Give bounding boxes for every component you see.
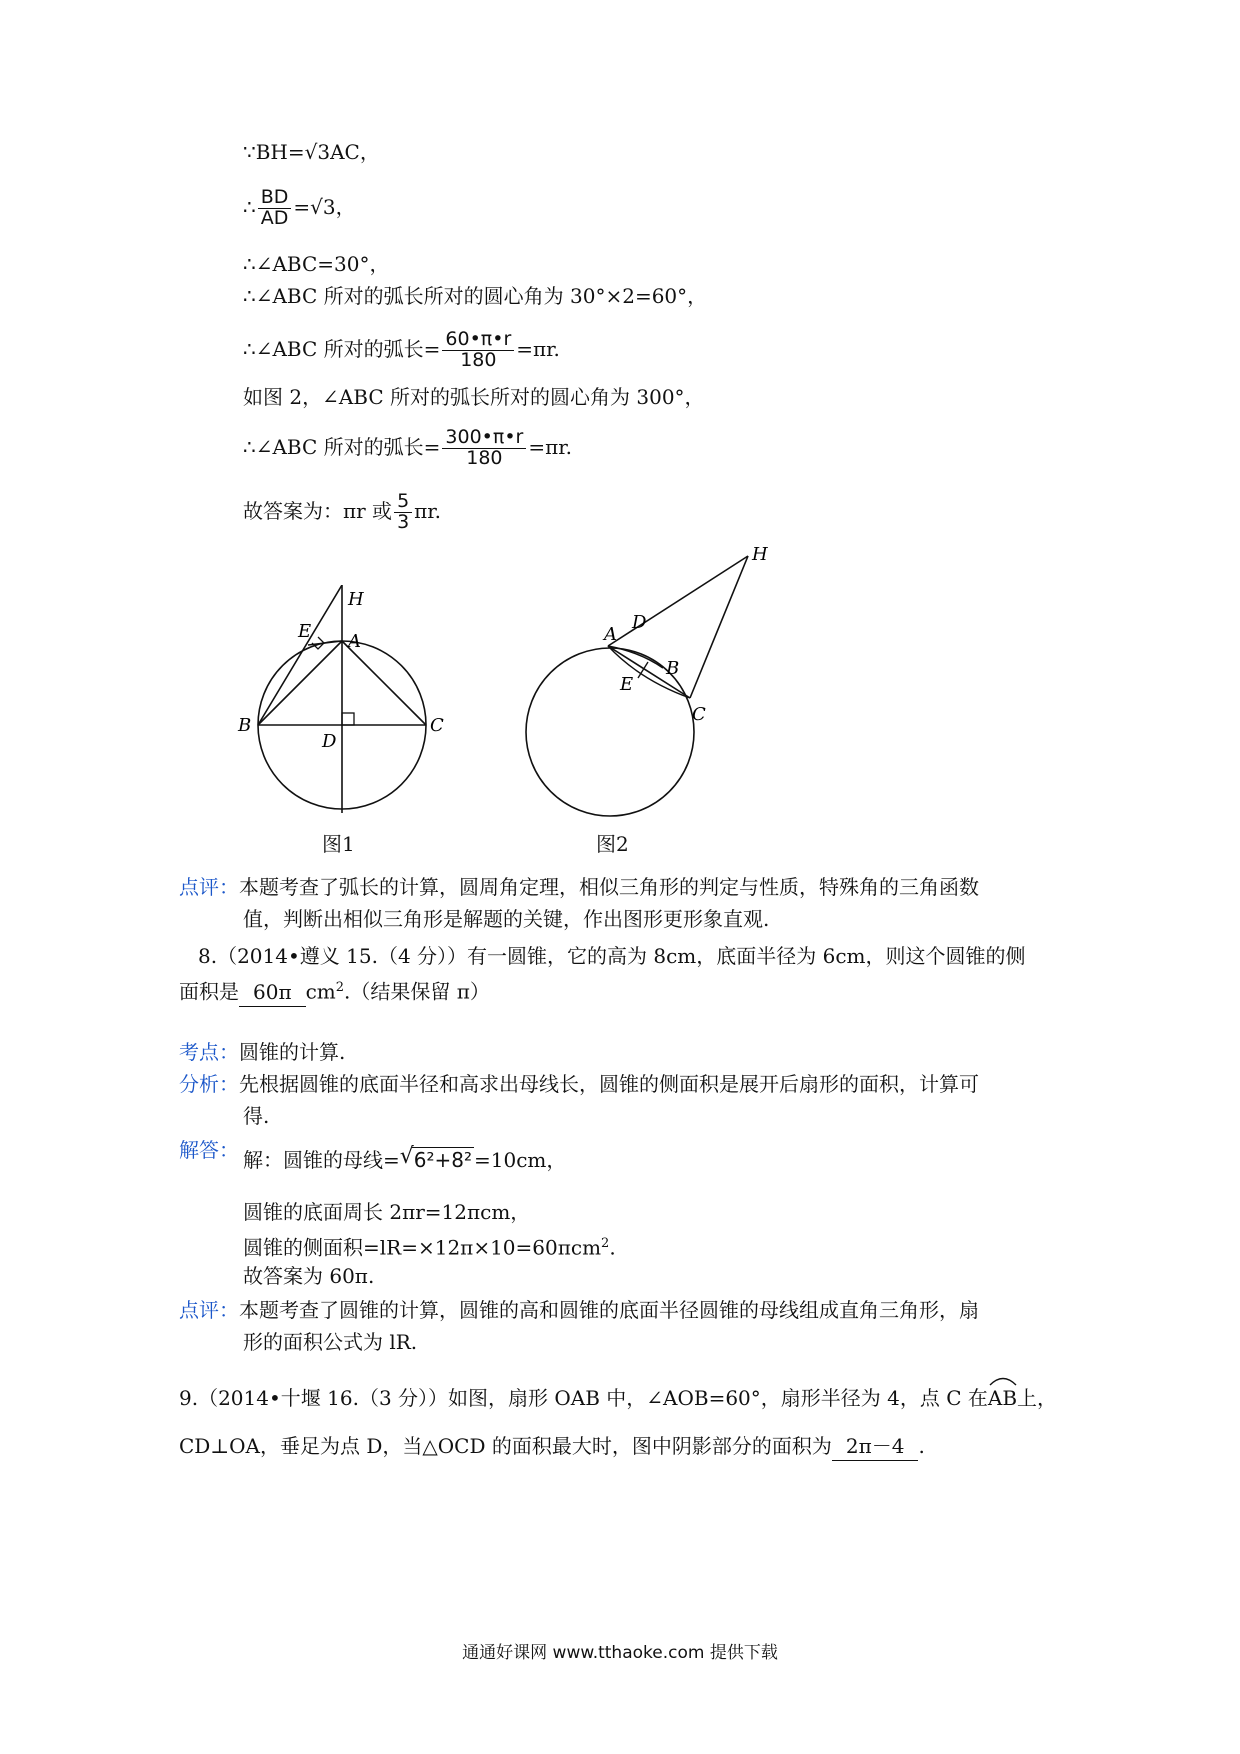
fraction-arc-300: $\frac{300•\pi•r}{180}$: [442, 428, 526, 469]
figure-2-caption: 图2: [596, 832, 629, 856]
solution-line-1: ∵BH=√3AC，: [243, 140, 380, 164]
question-9-line-2: CD⊥OA，垂足为点 D，当△OCD 的面积最大时，图中阴影部分的面积为 2π－4 .: [179, 1432, 925, 1461]
q8-jieda-line-4: 故答案为 60π.: [243, 1264, 375, 1288]
q8-jieda-line-1: 解：圆锥的母线= √ 6²+8² =10cm，: [243, 1144, 567, 1172]
question-8-line-2: 面积是 60π $cm^2$.（结果保留 π）: [179, 974, 490, 1007]
solution-line-6: 如图 2，∠ABC 所对的弧长所对的圆心角为 300°，: [243, 385, 705, 409]
svg-text:D: D: [632, 612, 647, 633]
review-7-line-2: 值，判断出相似三角形是解题的关键，作出图形更形象直观.: [243, 907, 770, 931]
solution-line-8: 故答案为：πr 或 $\frac{5}{3}$ πr.: [243, 490, 442, 533]
svg-text:A: A: [348, 631, 361, 652]
solution-line-7: ∴∠ABC 所对的弧长= $\frac{300•\pi•r}{180}$ =πr.: [243, 426, 572, 469]
svg-text:H: H: [752, 544, 768, 565]
q8-dianping-line-2: 形的面积公式为 lR.: [243, 1330, 418, 1354]
page-footer: 通通好课网 www.tthaoke.com 提供下载: [462, 1643, 778, 1663]
svg-text:E: E: [298, 621, 312, 642]
q8-kaodian: 考点：圆锥的计算.: [179, 1040, 346, 1064]
sqrt-expression: √ 6²+8²: [399, 1144, 473, 1172]
svg-text:A: A: [604, 624, 617, 645]
q8-fenxi-line-1: 分析：先根据圆锥的底面半径和高求出母线长，圆锥的侧面积是展开后扇形的面积，计算可: [179, 1072, 979, 1096]
svg-text:C: C: [692, 704, 706, 725]
svg-text:H: H: [348, 589, 364, 610]
q8-jieda-label: 解答：: [179, 1138, 239, 1162]
q8-jieda-line-3: 圆锥的侧面积=lR=×12π×10=60πcm$^2$.: [243, 1235, 616, 1260]
solution-line-5: ∴∠ABC 所对的弧长= $\frac{60•\pi•r}{180}$ =πr.: [243, 328, 560, 371]
figure-1-caption: 图1: [322, 832, 355, 856]
svg-text:B: B: [238, 715, 252, 736]
fraction-bd-ad: $\frac{BD}{AD}$: [258, 188, 292, 229]
fraction-arc-60: $\frac{60•\pi•r}{180}$: [442, 330, 514, 371]
question-8-answer: 60π: [239, 978, 306, 1007]
svg-text:E: E: [620, 674, 634, 695]
figure-2-diagram: [520, 540, 790, 840]
fraction-five-thirds: $\frac{5}{3}$: [394, 492, 412, 533]
review-label: 点评：: [179, 875, 239, 899]
question-9-line-1: 9.（2014•十堰 16.（3 分））如图，扇形 OAB 中，∠AOB=60°，扇形半径为 4，点 C 在 AB上，: [179, 1384, 1057, 1412]
q8-jieda-line-2: 圆锥的底面周长 2πr=12πcm，: [243, 1200, 531, 1224]
solution-line-3: ∴∠ABC=30°，: [243, 252, 390, 276]
question-9-answer: 2π－4: [832, 1432, 919, 1461]
svg-text:C: C: [430, 715, 444, 736]
review-7-line-1: 点评：本题考查了弧长的计算，圆周角定理，相似三角形的判定与性质，特殊角的三角函数: [179, 875, 979, 899]
arc-ab: AB: [988, 1384, 1017, 1412]
q8-fenxi-line-2: 得.: [243, 1104, 270, 1128]
solution-line-4: ∴∠ABC 所对的弧长所对的圆心角为 30°×2=60°，: [243, 284, 708, 308]
question-8-line-1: 8.（2014•遵义 15.（4 分））有一圆锥，它的高为 8cm，底面半径为 6cm，则这个圆锥的侧: [198, 944, 1026, 968]
q8-dianping-line-1: 点评：本题考查了圆锥的计算，圆锥的高和圆锥的底面半径圆锥的母线组成直角三角形，扇: [179, 1298, 979, 1322]
svg-text:B: B: [666, 658, 680, 679]
svg-text:D: D: [322, 731, 337, 752]
solution-line-2: ∴ $\frac{BD}{AD}$ =√3，: [243, 186, 356, 229]
